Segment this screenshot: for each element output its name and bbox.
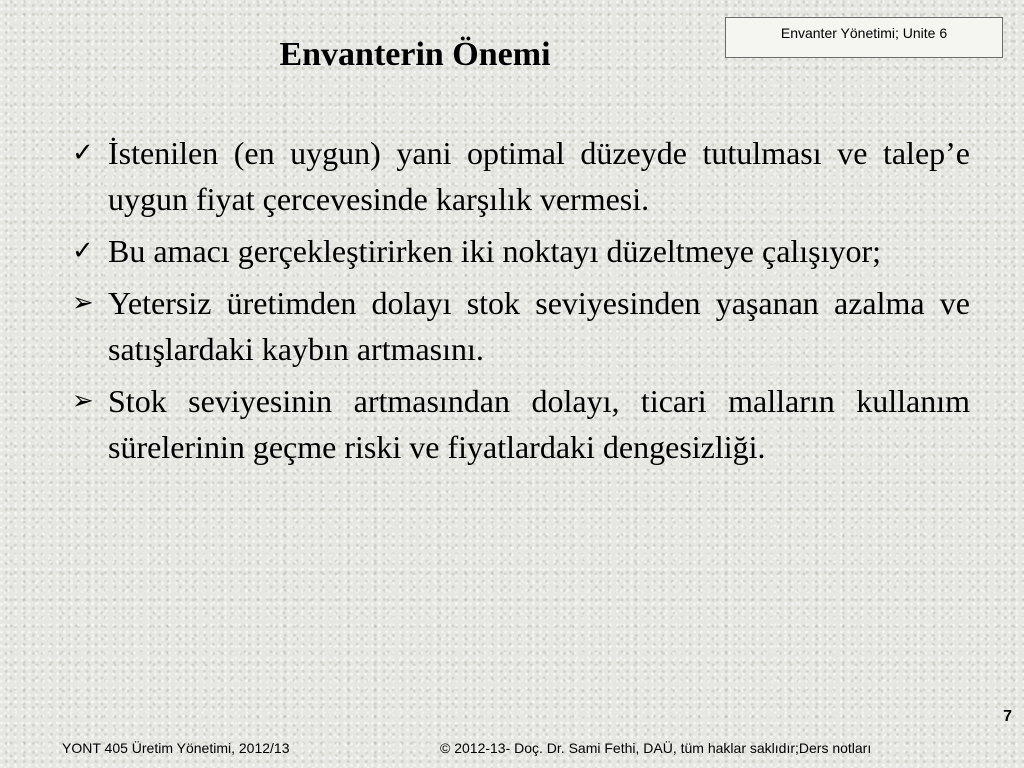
arrow-icon: ➢: [72, 386, 94, 416]
bullet-item: [72, 130, 970, 222]
check-icon: ✓: [72, 236, 94, 266]
slide-title: Envanterin Önemi: [279, 36, 551, 73]
bullet-item: [72, 378, 970, 470]
check-icon: ✓: [72, 138, 94, 168]
bullet-text: Yetersiz üretimden dolayı stok seviyesinden yaşanan azalma ve satışlardaki kaybın artmasını.: [108, 285, 970, 367]
bullet-item: [72, 280, 970, 372]
footer-course: YONT 405 Üretim Yönetimi, 2012/13: [62, 740, 290, 756]
arrow-icon: ➢: [72, 288, 94, 318]
page-number: 7: [1003, 708, 1012, 725]
bullet-item: [72, 228, 970, 274]
bullet-text: Bu amacı gerçekleştirirken iki noktayı düzeltmeye çalışıyor;: [108, 233, 882, 269]
bullet-text: İstenilen (en uygun) yani optimal düzeyde tutulması ve talep’e uygun fiyat çercevesinde karşılık vermesi.: [108, 135, 970, 217]
header-label: Envanter Yönetimi; Unite 6: [780, 25, 948, 41]
bullet-list: [72, 130, 970, 476]
bullet-text: Stok seviyesinin artmasından dolayı, ticari malların kullanım sürelerinin geçme riski ve fiyatlardaki dengesizliği.: [108, 383, 970, 465]
footer-copyright: © 2012-13- Doç. Dr. Sami Fethi, DAÜ, tüm haklar saklıdır;Ders notları: [440, 740, 872, 756]
